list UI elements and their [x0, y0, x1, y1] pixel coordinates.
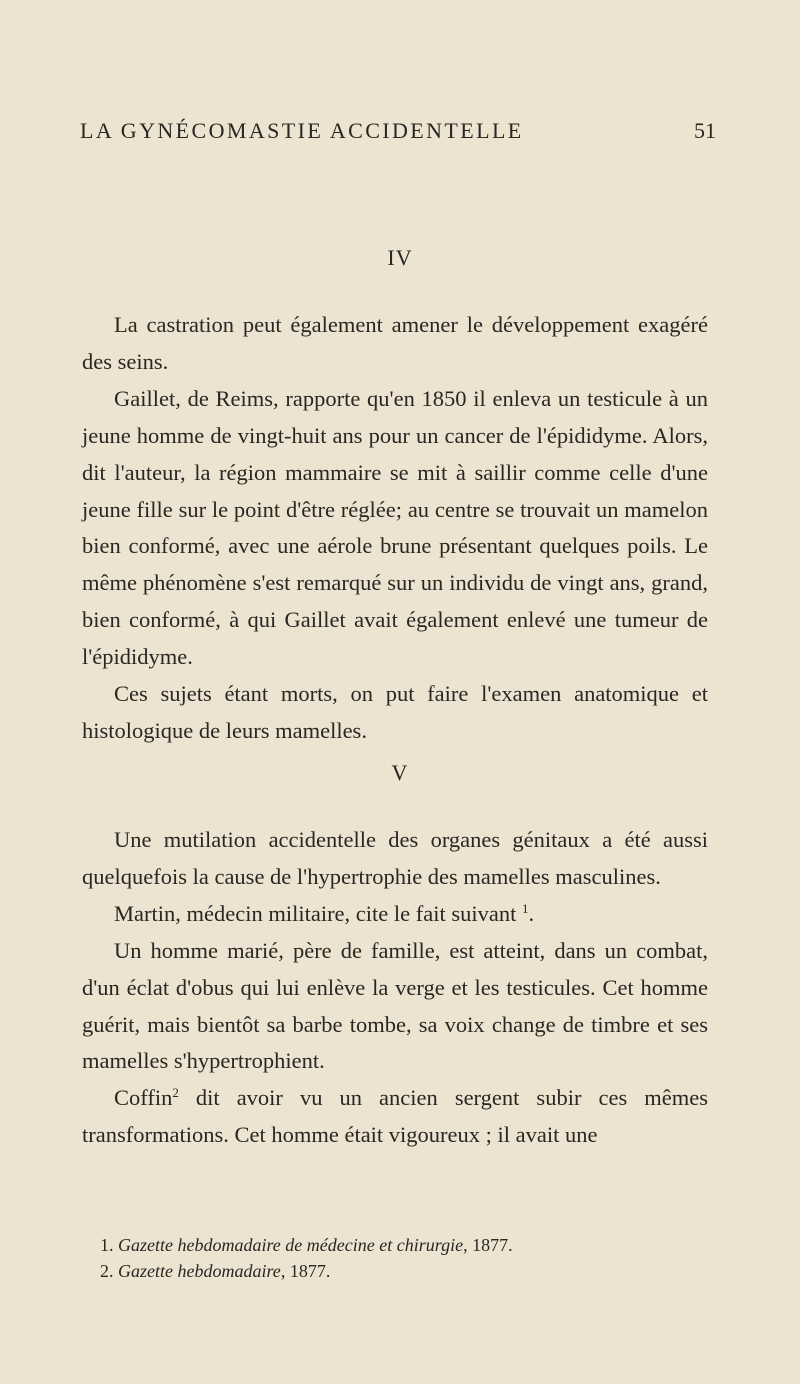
running-title: LA GYNÉCOMASTIE ACCIDENTELLE — [80, 118, 524, 143]
paragraph — [82, 1080, 708, 1154]
section-heading-v: V — [391, 760, 409, 785]
section-v-body — [82, 822, 708, 1154]
footnote-journal: Gazette hebdomadaire de médecine et chirurgie — [118, 1235, 464, 1255]
paragraph: Un homme marié, père de famille, est atteint, dans un combat, d'un éclat d'obus qui lui enlève la verge et les testicules. Cet homme guérit, mais bientôt sa barbe tombe, sa voix change de timbre et ses mamelles s'hypertrophient. — [82, 937, 708, 1074]
footnote-rest: , 1877. — [280, 1261, 331, 1281]
paragraph: Ces sujets étant morts, on put faire l'examen anatomique et histologique de leurs mamelles. — [82, 681, 708, 743]
paragraph-end: . — [528, 900, 535, 926]
paragraph-text: Martin, médecin militaire, cite le fait suivant — [114, 900, 517, 926]
footnote-rest: , 1877. — [463, 1235, 513, 1255]
paragraph — [82, 896, 708, 933]
paragraph: Gaillet, de Reims, rapporte qu'en 1850 il enleva un testicule à un jeune homme de vingt-huit ans pour un cancer de l'épididyme. Alors, dit l'auteur, la région mammaire se mit à saillir comme celle d'une jeune fille sur le point d'être réglée; au centre se trouvait un mamelon bien conformé, avec une aérole brune présentant quelques poils. Le même phénomène s'est remarqué sur un individu de vingt ans, grand, bien conformé, à qui Gaillet avait également enlevé une tumeur de l'épididyme. — [82, 385, 708, 670]
paragraph: La castration peut également amener le développement exagéré des seins. — [82, 312, 708, 374]
footnote-number: 2. — [100, 1261, 114, 1281]
paragraph-text: dit avoir vu un ancien sergent subir ces mêmes transformations. Cet homme était vigoureux ; il avait une — [82, 1085, 708, 1148]
page-number: 51 — [694, 118, 716, 143]
footnote — [82, 1232, 708, 1258]
footnote-ref: 1 — [522, 900, 529, 916]
footnote-journal: Gazette hebdomadaire — [118, 1261, 281, 1281]
section-heading-iv: IV — [387, 245, 413, 270]
author-name: Coffin — [114, 1085, 173, 1111]
section-iv-body — [82, 307, 708, 750]
paragraph: Une mutilation accidentelle des organes génitaux a été aussi quelquefois la cause de l'hypertrophie des mamelles masculines. — [82, 827, 708, 889]
running-head — [0, 116, 800, 146]
footnote — [82, 1258, 708, 1284]
footnotes — [82, 1232, 708, 1284]
footnote-ref: 2 — [172, 1085, 179, 1101]
footnote-number: 1. — [100, 1235, 114, 1255]
